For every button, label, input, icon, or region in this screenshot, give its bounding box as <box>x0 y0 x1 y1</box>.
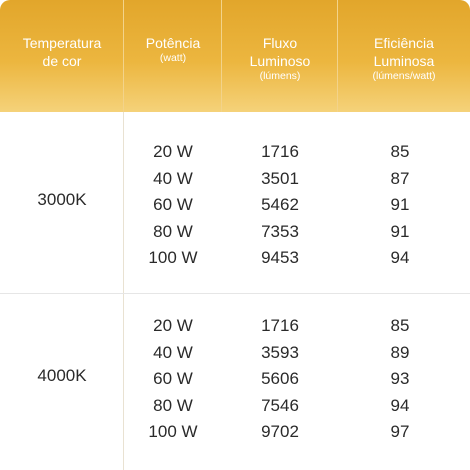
power-value: 20 W <box>153 142 193 161</box>
flux-column <box>222 313 338 446</box>
header-color-temperature <box>0 0 124 112</box>
header-luminous-efficiency <box>338 0 470 112</box>
efficiency-value: 93 <box>390 369 410 388</box>
power-value: 60 W <box>153 369 193 388</box>
efficiency-value: 94 <box>390 248 410 267</box>
group-divider <box>0 293 470 294</box>
flux-value: 7353 <box>261 221 299 241</box>
efficiency-value: 94 <box>390 395 410 415</box>
efficiency-value: 85 <box>390 142 410 161</box>
header-power <box>124 0 222 112</box>
efficiency-value: 87 <box>390 168 410 188</box>
efficiency-value: 97 <box>390 422 410 441</box>
power-value: 60 W <box>153 195 193 214</box>
header-power-unit: (watt) <box>159 52 187 64</box>
header-color-temperature-label: Temperatura de cor <box>22 35 102 69</box>
efficiency-value: 89 <box>390 342 410 362</box>
power-value: 100 W <box>148 422 198 441</box>
table-header <box>0 0 470 112</box>
header-luminous-efficiency-label: Eficiência Luminosa <box>373 35 435 69</box>
efficiency-column <box>338 139 462 272</box>
header-divider <box>123 0 124 112</box>
efficiency-value: 85 <box>390 316 410 335</box>
flux-value: 1716 <box>261 142 299 161</box>
flux-value: 9702 <box>261 422 299 441</box>
efficiency-value: 91 <box>390 195 410 214</box>
header-divider <box>221 0 222 112</box>
efficiency-value: 91 <box>390 221 410 241</box>
flux-value: 3593 <box>261 342 299 362</box>
power-value: 100 W <box>148 248 198 267</box>
efficiency-column <box>338 313 462 446</box>
power-value: 40 W <box>153 168 193 188</box>
group-temperature: 3000K <box>37 190 87 209</box>
flux-value: 3501 <box>261 168 299 188</box>
header-luminous-flux <box>222 0 338 112</box>
group-temperature: 4000K <box>37 366 87 385</box>
power-column <box>124 139 222 272</box>
flux-value: 5462 <box>261 195 299 214</box>
power-value: 20 W <box>153 316 193 335</box>
power-value: 40 W <box>153 342 193 362</box>
header-luminous-flux-unit: (lúmens) <box>259 70 301 82</box>
power-value: 80 W <box>153 395 193 415</box>
header-luminous-efficiency-unit: (lúmens/watt) <box>372 70 436 82</box>
header-power-label: Potência <box>145 35 201 51</box>
flux-value: 9453 <box>261 248 299 267</box>
header-luminous-flux-label: Fluxo Luminoso <box>249 35 311 69</box>
flux-value: 5606 <box>261 369 299 388</box>
header-divider <box>337 0 338 112</box>
power-value: 80 W <box>153 221 193 241</box>
flux-value: 1716 <box>261 316 299 335</box>
flux-column <box>222 139 338 272</box>
power-column <box>124 313 222 446</box>
flux-value: 7546 <box>261 395 299 415</box>
